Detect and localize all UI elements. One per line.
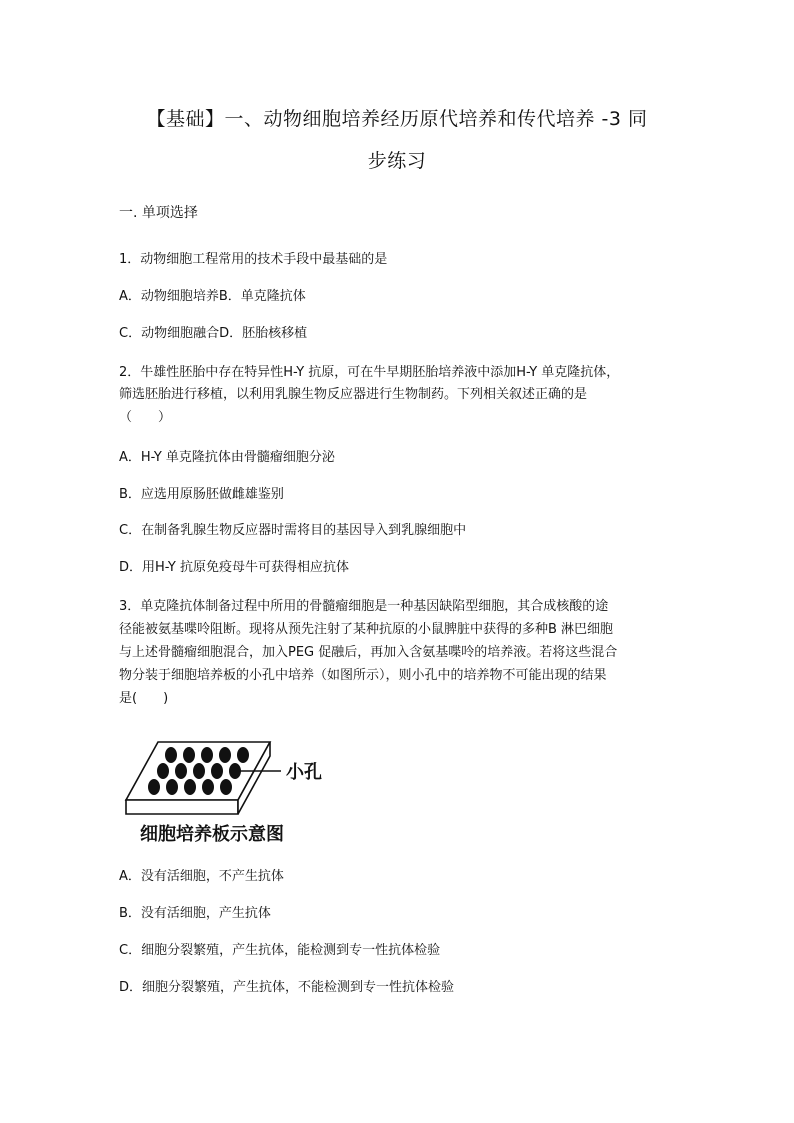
well bbox=[219, 747, 231, 763]
figure-caption: 细胞培养板示意图 bbox=[140, 824, 284, 845]
well bbox=[157, 763, 169, 779]
well bbox=[202, 779, 214, 795]
question-3-stem-line4: 物分装于细胞培养板的小孔中培养（如图所示），则小孔中的培养物不可能出现的结果 bbox=[119, 668, 607, 683]
question-3-option-a: A．没有活细胞，不产生抗体 bbox=[119, 869, 284, 884]
well bbox=[183, 747, 195, 763]
document-title-line1: 【基础】一、动物细胞培养经历原代培养和传代培养 -3 同 bbox=[146, 108, 648, 130]
question-2-stem-line2: 筛选胚胎进行移植，以利用乳腺生物反应器进行生物制药。下列相关叙述正确的是 bbox=[119, 387, 588, 402]
document-title-line2: 步练习 bbox=[367, 150, 427, 172]
question-2-stem-line3: （ ） bbox=[119, 410, 172, 425]
well bbox=[165, 747, 177, 763]
question-2-stem-line1: 2．牛雄性胚胎中存在特异性H-Y 抗原，可在牛早期胚胎培养液中添加H-Y 单克隆抗体， bbox=[119, 365, 620, 380]
question-2-option-b: B．应选用原肠胚做雌雄鉴别 bbox=[119, 487, 284, 502]
question-2-option-a: A．H-Y 单克隆抗体由骨髓瘤细胞分泌 bbox=[119, 450, 335, 465]
well bbox=[220, 779, 232, 795]
question-3-stem-line5: 是( ) bbox=[119, 691, 169, 706]
question-3-stem-line1: 3．单克隆抗体制备过程中所用的骨髓瘤细胞是一种基因缺陷型细胞，其合成核酸的途 bbox=[119, 599, 609, 614]
question-3-stem-line2: 径能被氨基喋呤阻断。现将从预先注射了某种抗原的小鼠脾脏中获得的多种B 淋巴细胞 bbox=[119, 622, 614, 637]
question-2-option-d: D．用H-Y 抗原免疫母牛可获得相应抗体 bbox=[119, 560, 350, 575]
question-1-stem: 1．动物细胞工程常用的技术手段中最基础的是 bbox=[119, 252, 388, 267]
well bbox=[229, 763, 241, 779]
well bbox=[201, 747, 213, 763]
question-3-stem-line3: 与上述骨髓瘤细胞混合，加入PEG 促融后，再加入含氨基喋呤的培养液。若将这些混合 bbox=[119, 645, 618, 660]
question-3-option-c: C．细胞分裂繁殖，产生抗体，能检测到专一性抗体检验 bbox=[119, 943, 441, 958]
well bbox=[166, 779, 178, 795]
question-2-option-c: C．在制备乳腺生物反应器时需将目的基因导入到乳腺细胞中 bbox=[119, 523, 467, 538]
well bbox=[148, 779, 160, 795]
well bbox=[175, 763, 187, 779]
well bbox=[211, 763, 223, 779]
well-label: 小孔 bbox=[286, 762, 322, 783]
question-3-option-d: D．细胞分裂繁殖，产生抗体，不能检测到专一性抗体检验 bbox=[119, 980, 455, 995]
question-1-options-cd: C．动物细胞融合D．胚胎核移植 bbox=[119, 326, 308, 341]
question-1-options-ab: A．动物细胞培养B．单克隆抗体 bbox=[119, 289, 306, 304]
well bbox=[184, 779, 196, 795]
question-3-option-b: B．没有活细胞，产生抗体 bbox=[119, 906, 271, 921]
well bbox=[237, 747, 249, 763]
well bbox=[193, 763, 205, 779]
plate-front-face bbox=[126, 800, 238, 814]
section-heading: 一. 单项选择 bbox=[119, 205, 198, 221]
